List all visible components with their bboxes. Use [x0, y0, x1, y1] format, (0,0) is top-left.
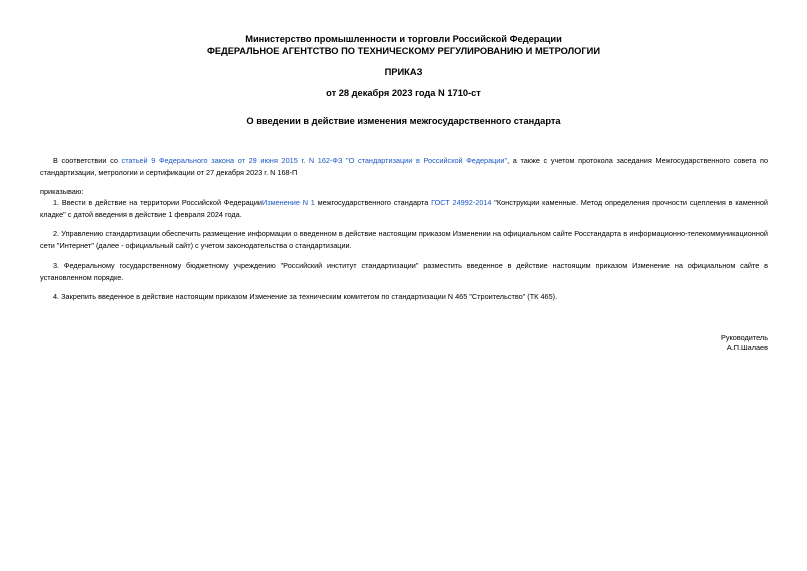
- signatory-role: Руководитель: [720, 333, 768, 342]
- item-2-paragraph: 2. Управлению стандартизации обеспечить размещение информации о введенном в действие настоящим приказом Изменении на официальном сайте Росстандарта в информационно-телекоммуникационной сети "Интернет" (далее - официальный сайт) с учетом законодательства о стандартизации.: [40, 229, 768, 250]
- preamble-paragraph: [40, 155, 768, 178]
- preamble-text-before: В соответствии со: [53, 156, 122, 165]
- agency-heading: ФЕДЕРАЛЬНОЕ АГЕНТСТВО ПО ТЕХНИЧЕСКОМУ РЕГУЛИРОВАНИЮ И МЕТРОЛОГИИ: [206, 46, 601, 56]
- signatory-name: А.П.Шалаев: [726, 343, 768, 352]
- federal-law-link[interactable]: статьей 9 Федерального закона от 29 июня 2015 г. N 162-ФЗ "О стандартизации в Российской Федерации": [121, 156, 508, 165]
- document-type: ПРИКАЗ: [384, 67, 423, 77]
- order-word: приказываю:: [40, 187, 84, 196]
- item-3-paragraph: 3. Федеральному государственному бюджетному учреждению "Российский институт стандартизации" разместить введенное в действие настоящим приказом Изменение на официальном сайте в установленном порядке.: [40, 261, 768, 282]
- preamble-text-after: , а также с учетом протокола заседания Межгосударственного совета по стандартизации, метрологии и сертификации от 27 декабря 2023 г. N 168-П: [40, 156, 769, 177]
- item-4-paragraph: 4. Закрепить введенное в действие настоящим приказом Изменение за техническим комитетом по стандартизации N 465 "Строительство" (ТК 465).: [53, 292, 558, 301]
- ministry-heading: Министерство промышленности и торговли Российской Федерации: [245, 34, 562, 44]
- document-date-number: от 28 декабря 2023 года N 1710-ст: [326, 88, 481, 98]
- amendment-link[interactable]: Изменение N 1: [262, 198, 315, 207]
- document-subject: О введении в действие изменения межгосударственного стандарта: [246, 116, 561, 126]
- item-1-paragraph: [40, 197, 768, 220]
- item-1-text-before: 1. Ввести в действие на территории Российской Федерации: [53, 198, 263, 207]
- item-1-text-middle: межгосударственного стандарта: [314, 198, 432, 207]
- gost-standard-link[interactable]: ГОСТ 24992-2014: [431, 198, 492, 207]
- item-1-text-after: "Конструкции каменные. Метод определения прочности сцепления в каменной кладке" с датой введения в действие 1 февраля 2024 года.: [40, 198, 768, 219]
